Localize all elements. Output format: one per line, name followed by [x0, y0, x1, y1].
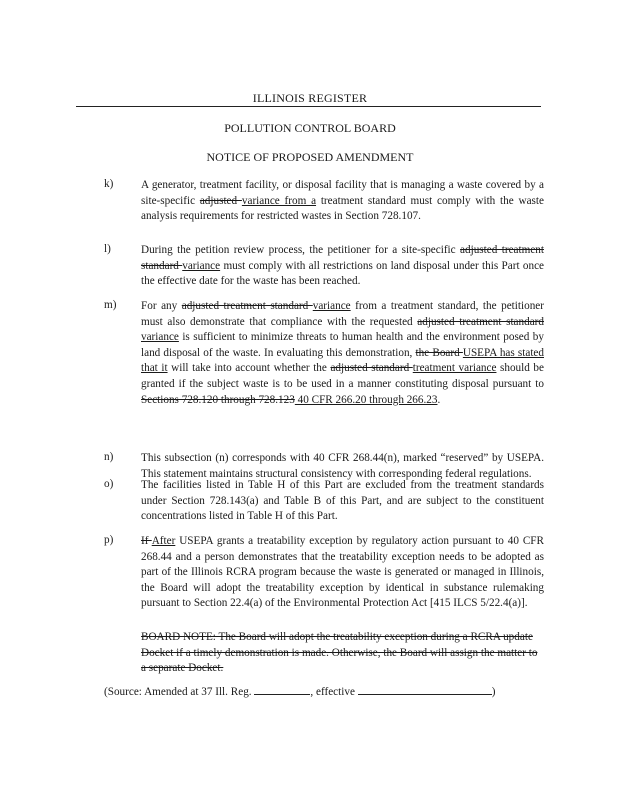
inserted-text: USEPA has stated that it [141, 346, 544, 375]
deleted-text: Sections 728.120 through 728.123 [141, 393, 295, 406]
board-note [141, 630, 541, 677]
header-rule [76, 106, 541, 107]
subsection-text: This subsection (n) corresponds with 40 CFR 268.44(n), marked “reserved” by USEPA. This statement maintains structural consistency with corresponding federal regulations. [141, 452, 544, 480]
inserted-text: treatment variance [412, 362, 497, 375]
source-note: (Source: Amended at 37 Ill. Reg. , effective ) [104, 686, 496, 698]
deleted-text: If [141, 535, 152, 547]
deleted-text: adjusted treatment standard [181, 300, 313, 312]
subsection-label: l) [104, 243, 111, 255]
register-title: ILLINOIS REGISTER [252, 91, 368, 105]
subsection-text: During the petition review process, the petitioner for a site-specific adjusted treatment standard variance must comply with all restrictions on land disposal under this Part once the effective date for the waste has been reached. [141, 244, 544, 288]
inserted-text: variance from a [241, 194, 317, 207]
subsection-label: o) [104, 478, 114, 490]
deleted-text: adjusted treatment standard [417, 315, 544, 328]
deleted-text: the Board [415, 346, 463, 359]
inserted-text: variance [312, 300, 351, 312]
subsection-label: k) [104, 178, 114, 190]
inserted-text: After [151, 535, 176, 547]
inserted-text: variance [141, 331, 179, 344]
deleted-text: adjusted [199, 194, 242, 207]
subsection-text: If After USEPA grants a treatability exception by regulatory action pursuant to 40 CFR 268.44 and a person demonstrates that the treatability exception needs to be adopted as part of the Illinois RCRA program because the waste is generated or managed in Illinois, the Board will adopt the treatability exception by identical in substance rulemaking pursuant to Section 22.4(a) of the Environmental Protection Act [415 ILCS 5/22.4(a)]. [141, 535, 544, 610]
deleted-text: adjusted treatment standard [141, 244, 544, 272]
effective-date-blank [358, 684, 492, 695]
notice-title: NOTICE OF PROPOSED AMENDMENT [206, 150, 414, 164]
inserted-text: 40 CFR 266.20 through 266.23 [294, 393, 438, 406]
subsection-label: p) [104, 534, 114, 546]
subsection-text: A generator, treatment facility, or disposal facility that is managing a waste covered by a site-specific adjusted variance from a treatment standard must comply with the waste analysis requirements for restricted wastes in Section 728.107. [141, 179, 544, 223]
subsection-text: For any adjusted treatment standard variance from a treatment standard, the petitioner must also demonstrate that compliance with the requested adjusted treatment standard variance is sufficient to minimize threats to human health and the environment posed by land disposal of the waste. In evaluating this demonstration, the Board USEPA has stated that it will take into account whether the adjusted standard treatment variance should be granted if the subject waste is to be used in a manner constituting disposal pursuant to Sections 728.120 through 728.123 40 CFR 266.20 through 266.23. [141, 300, 544, 406]
deleted-text: adjusted standard [330, 362, 413, 375]
inserted-text: variance [182, 259, 221, 272]
board-name: POLLUTION CONTROL BOARD [224, 121, 396, 135]
subsection-label: m) [104, 299, 117, 311]
subsection-text: The facilities listed in Table H of this Part are excluded from the treatment standards under Section 728.143(a) and Table B of this Part, and are subject to the constituent concentrations listed in Table H of this Part. [141, 479, 544, 523]
subsection-label: n) [104, 451, 114, 463]
deleted-text: BOARD NOTE: The Board will adopt the treatability exception during a RCRA update Docket if a timely demonstration is made. Otherwise, the Board will assign the matter to a separate Docket. [141, 631, 538, 675]
reg-number-blank [254, 684, 310, 695]
